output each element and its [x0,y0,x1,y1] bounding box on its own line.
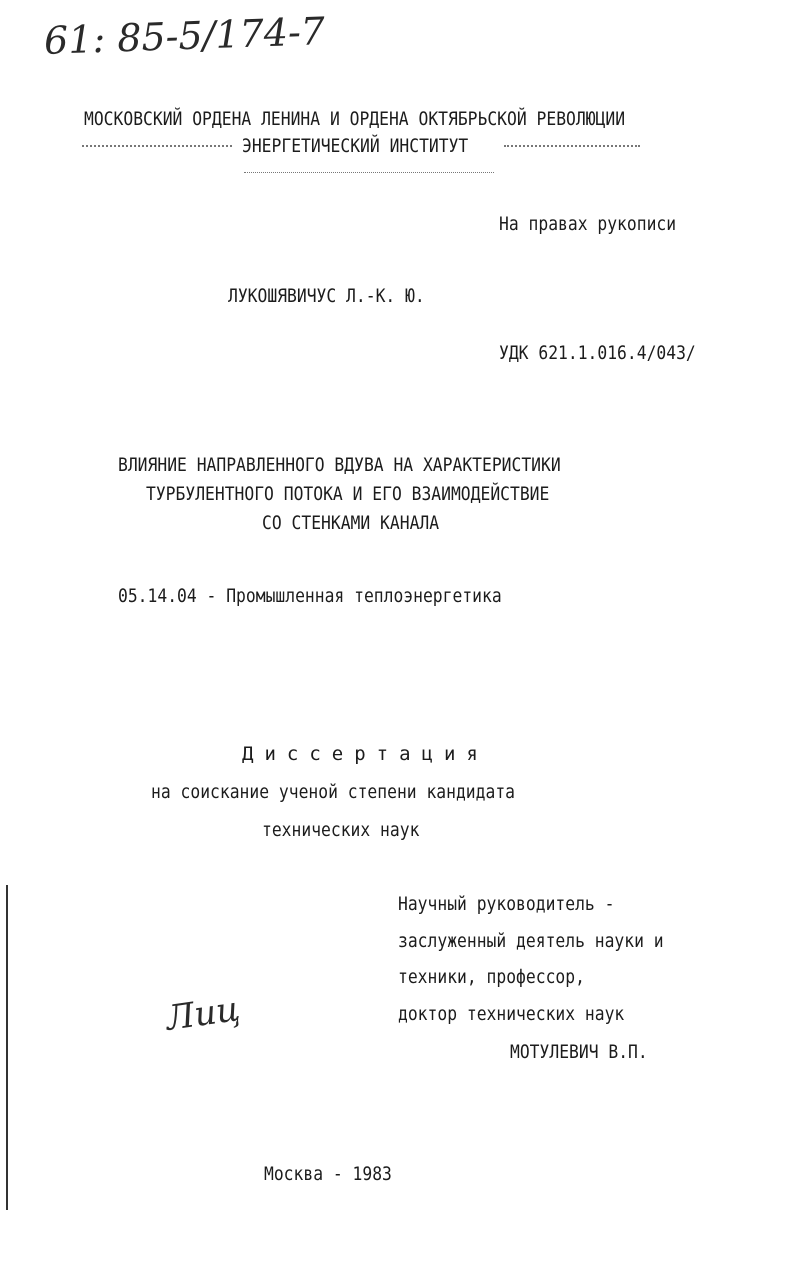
signature: Лиц [163,989,243,1039]
institution-line-2: ЭНЕРГЕТИЧЕСКИЙ ИНСТИТУТ [242,135,469,157]
rights-note: На правах рукописи [499,213,677,235]
dissertation-degree: на соискание ученой степени кандидата [151,781,515,803]
archive-number: 61: 85-5/174-7 [43,9,326,63]
divider [504,145,640,147]
divider [244,172,494,173]
place-year: Москва - 1983 [264,1163,392,1185]
supervisor-name: МОТУЛЕВИЧ В.П. [510,1041,648,1063]
title-line-2: ТУРБУЛЕНТНОГО ПОТОКА И ЕГО ВЗАИМОДЕЙСТВИЕ [146,483,550,505]
supervisor-line-2: заслуженный деятель науки и [398,930,664,952]
author-name: ЛУКОШЯВИЧУС Л.-К. Ю. [228,285,425,307]
udc-code: УДК 621.1.016.4/043/ [499,342,696,364]
dissertation-type: Диссертация [242,743,489,765]
title-line-3: СО СТЕНКАМИ КАНАЛА [262,512,440,534]
institution-line-1: МОСКОВСКИЙ ОРДЕНА ЛЕНИНА И ОРДЕНА ОКТЯБРЬСКОЙ РЕВОЛЮЦИИ [84,108,626,130]
title-line-1: ВЛИЯНИЕ НАПРАВЛЕННОГО ВДУВА НА ХАРАКТЕРИСТИКИ [118,454,561,476]
supervisor-line-3: техники, профессор, [398,966,585,988]
specialty: 05.14.04 - Промышленная теплоэнергетика [118,585,502,607]
supervisor-line-4: доктор технических наук [398,1003,625,1025]
divider [82,145,232,147]
supervisor-line-1: Научный руководитель - [398,893,615,915]
page-edge [6,885,8,1210]
dissertation-field: технических наук [262,819,420,841]
